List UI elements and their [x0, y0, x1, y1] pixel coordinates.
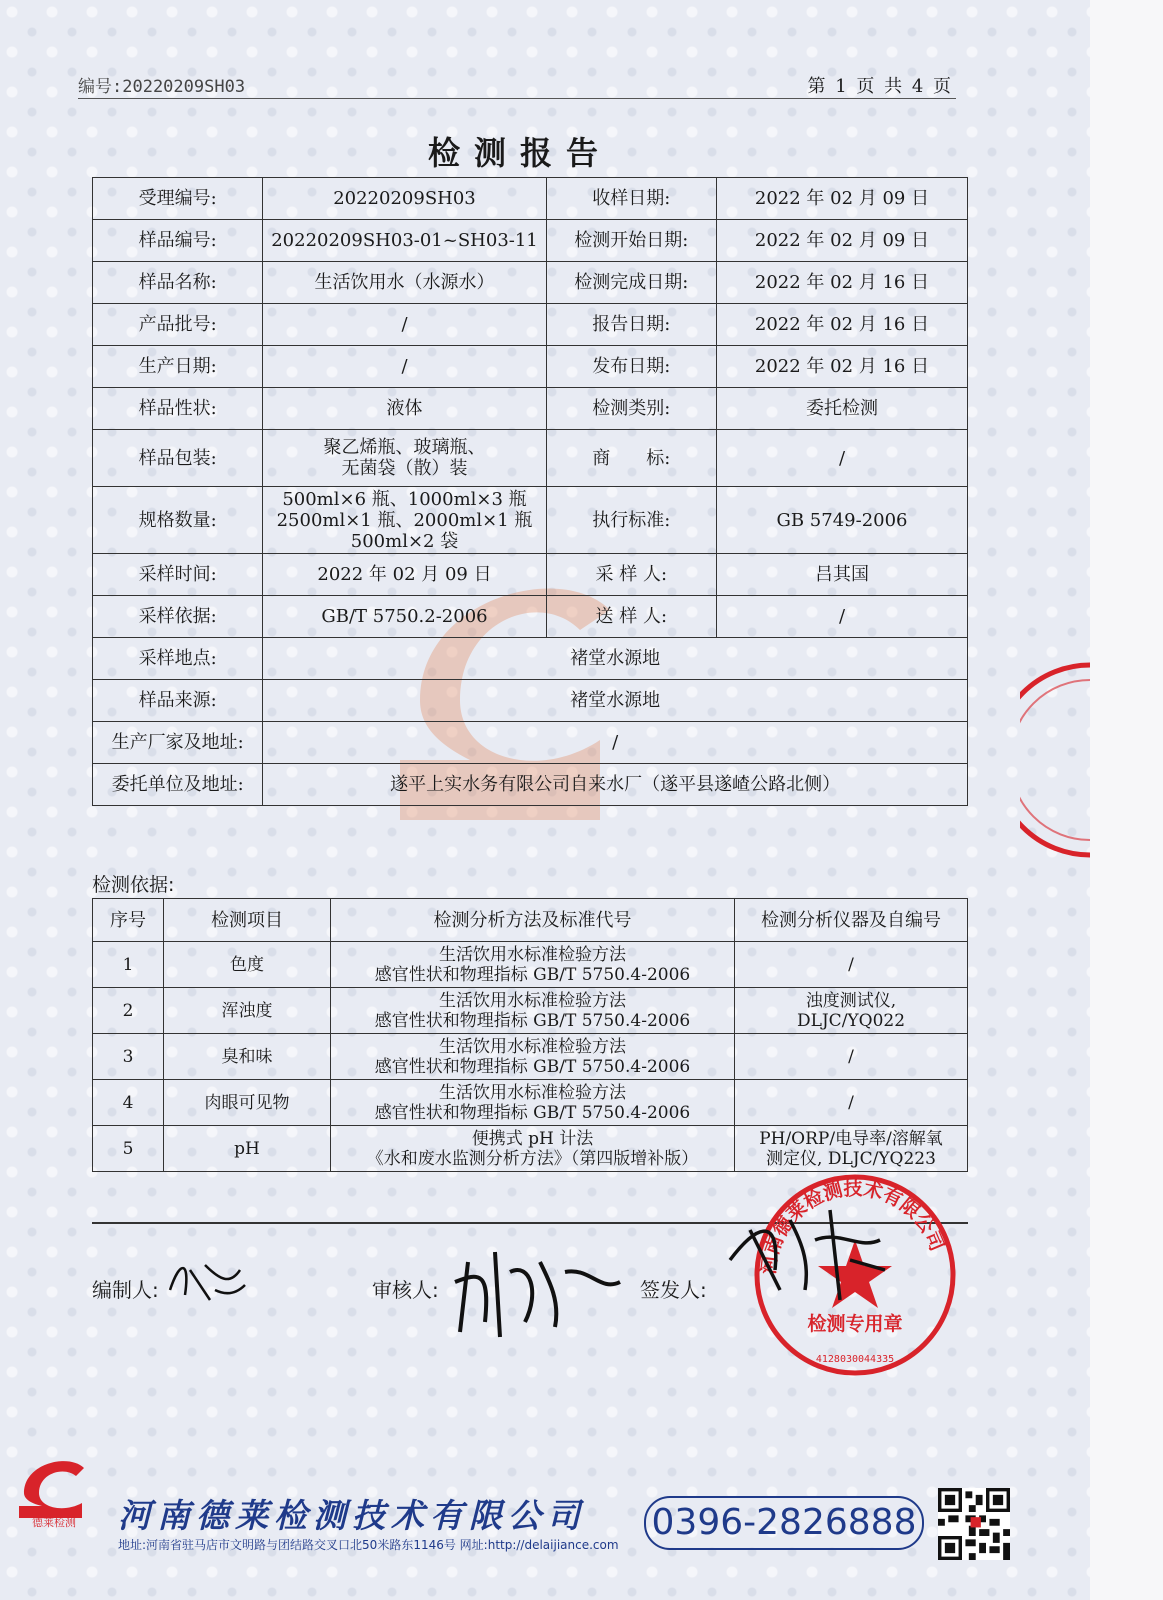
- method-line: 生活饮用水标准检验方法: [439, 1082, 626, 1103]
- report-number: 编号:20220209SH03: [78, 77, 246, 97]
- table-row: [93, 764, 968, 806]
- table-row: [93, 262, 968, 304]
- cell-label: 检测开始日期:: [546, 220, 716, 262]
- page-info: 第 1 页 共 4 页: [807, 76, 953, 97]
- cell-label: 送 样 人:: [546, 596, 716, 638]
- column-header: 序号: [93, 899, 164, 942]
- logo-text: 德莱检测: [32, 1516, 76, 1528]
- cell-value: /: [716, 430, 967, 487]
- cell-line: 500ml×6 瓶、1000ml×3 瓶: [282, 488, 527, 510]
- cell-item: 浑浊度: [164, 988, 331, 1034]
- cell-method: [331, 988, 735, 1034]
- cell-value: 20220209SH03-01~SH03-11: [263, 220, 546, 262]
- table-row: [93, 988, 968, 1034]
- compiler-label: 编制人:: [92, 1278, 159, 1302]
- cell-label: 报告日期:: [546, 304, 716, 346]
- method-line: 感官性状和物理指标 GB/T 5750.4-2006: [374, 1010, 691, 1031]
- cell-label: 采样地点:: [93, 638, 263, 680]
- cell-value: GB/T 5750.2-2006: [263, 596, 546, 638]
- cell-method: [331, 942, 735, 988]
- column-header: 检测分析方法及标准代号: [331, 899, 735, 942]
- table-row: [93, 178, 968, 220]
- cell-label: 生产厂家及地址:: [93, 722, 263, 764]
- cell-value: /: [263, 346, 546, 388]
- page-edge: [1090, 0, 1163, 1600]
- cell-label: 样品编号:: [93, 220, 263, 262]
- method-line: 便携式 pH 计法: [471, 1128, 594, 1149]
- cell-no: 2: [93, 988, 164, 1034]
- table-header-row: [93, 899, 968, 942]
- table-row: [93, 346, 968, 388]
- cell-label: 检测类别:: [546, 388, 716, 430]
- method-line: 感官性状和物理指标 GB/T 5750.4-2006: [374, 964, 691, 985]
- table-row: [93, 487, 968, 554]
- cell-label: 生产日期:: [93, 346, 263, 388]
- issuer-label: 签发人:: [640, 1278, 707, 1302]
- company-address: 地址:河南省驻马店市文明路与团结路交叉口北50米路东1146号 网址:http://delaijiance.com: [118, 1538, 619, 1552]
- instrument-line: /: [848, 954, 854, 975]
- instrument-line: 浊度测试仪,: [805, 990, 897, 1011]
- table-row: [93, 1034, 968, 1080]
- cell-value: GB 5749-2006: [716, 487, 967, 554]
- table-row: [93, 304, 968, 346]
- cell-label: 规格数量:: [93, 487, 263, 554]
- cell-line: 2500ml×1 瓶、2000ml×1 瓶: [276, 509, 533, 531]
- instrument-line: /: [848, 1092, 854, 1113]
- cell-value: 2022 年 02 月 16 日: [716, 346, 967, 388]
- table-row: [93, 430, 968, 487]
- cell-label: 采样依据:: [93, 596, 263, 638]
- cell-label: 产品批号:: [93, 304, 263, 346]
- issuer-signature: [720, 1200, 890, 1310]
- cell-label: 采样时间:: [93, 554, 263, 596]
- cell-label: 样品包装:: [93, 430, 263, 487]
- header-divider: [78, 98, 956, 99]
- table-row: [93, 942, 968, 988]
- cell-label: 样品名称:: [93, 262, 263, 304]
- cell-value: [263, 487, 546, 554]
- cell-method: [331, 1080, 735, 1126]
- method-line: 生活饮用水标准检验方法: [439, 990, 626, 1011]
- document-title: 检测报告: [427, 134, 612, 172]
- cell-instrument: [735, 1034, 968, 1080]
- cell-method: [331, 1034, 735, 1080]
- cell-instrument: [735, 1080, 968, 1126]
- cell-label: 执行标准:: [546, 487, 716, 554]
- cell-value: 2022 年 02 月 09 日: [716, 178, 967, 220]
- method-line: 生活饮用水标准检验方法: [439, 944, 626, 965]
- company-phone: 0396-2826888: [644, 1496, 924, 1550]
- cell-value: [263, 430, 546, 487]
- cell-instrument: [735, 988, 968, 1034]
- method-line: 生活饮用水标准检验方法: [439, 1036, 626, 1057]
- column-header: 检测项目: [164, 899, 331, 942]
- instrument-line: PH/ORP/电导率/溶解氧: [759, 1128, 943, 1149]
- table-row: [93, 388, 968, 430]
- reviewer-label: 审核人:: [372, 1278, 439, 1302]
- cell-value: 20220209SH03: [263, 178, 546, 220]
- cell-value: 生活饮用水（水源水）: [263, 262, 546, 304]
- cell-value: 褚堂水源地: [263, 680, 968, 722]
- seal-center-text: 检测专用章: [807, 1313, 903, 1335]
- cell-label: 采 样 人:: [546, 554, 716, 596]
- cell-label: 商 标:: [546, 430, 716, 487]
- company-logo: [14, 1448, 94, 1528]
- cell-value: 委托检测: [716, 388, 967, 430]
- table-row: [93, 596, 968, 638]
- cell-value: /: [716, 596, 967, 638]
- compiler-signature: [160, 1250, 250, 1310]
- cell-label: 发布日期:: [546, 346, 716, 388]
- cell-label: 样品性状:: [93, 388, 263, 430]
- cell-label: 委托单位及地址:: [93, 764, 263, 806]
- cell-label: 检测完成日期:: [546, 262, 716, 304]
- cell-no: 3: [93, 1034, 164, 1080]
- table-row: [93, 220, 968, 262]
- company-name: 河南德莱检测技术有限公司: [118, 1496, 586, 1535]
- cell-no: 4: [93, 1080, 164, 1126]
- reviewer-signature: [440, 1232, 630, 1352]
- cell-line: 聚乙烯瓶、玻璃瓶、: [323, 437, 486, 458]
- cell-value: /: [263, 304, 546, 346]
- cell-value: 液体: [263, 388, 546, 430]
- sample-info-table: [92, 177, 968, 806]
- cell-label: 样品来源:: [93, 680, 263, 722]
- instrument-line: 测定仪, DLJC/YQ223: [766, 1148, 936, 1169]
- cell-value: 遂平上实水务有限公司自来水厂（遂平县遂嵖公路北侧）: [263, 764, 968, 806]
- cell-item: 色度: [164, 942, 331, 988]
- table-row: [93, 1126, 968, 1172]
- table-row: [93, 680, 968, 722]
- basis-section-title: 检测依据:: [92, 874, 175, 896]
- qr-code-icon: [938, 1488, 1010, 1560]
- method-line: 感官性状和物理指标 GB/T 5750.4-2006: [374, 1102, 691, 1123]
- cell-item: 肉眼可见物: [164, 1080, 331, 1126]
- cell-value: 2022 年 02 月 16 日: [716, 304, 967, 346]
- instrument-line: DLJC/YQ022: [796, 1010, 906, 1031]
- cell-item: 臭和味: [164, 1034, 331, 1080]
- cell-value: 2022 年 02 月 16 日: [716, 262, 967, 304]
- seal-ring-text: 河南德莱检测技术有限公司: [757, 1177, 948, 1276]
- table-row: [93, 554, 968, 596]
- test-basis-table: [92, 898, 968, 1172]
- cell-value: 吕其国: [716, 554, 967, 596]
- cell-label: 收样日期:: [546, 178, 716, 220]
- cell-line: 500ml×2 袋: [350, 530, 459, 552]
- table-row: [93, 722, 968, 764]
- instrument-line: /: [848, 1046, 854, 1067]
- cell-no: 5: [93, 1126, 164, 1172]
- cell-instrument: [735, 942, 968, 988]
- cell-value: /: [263, 722, 968, 764]
- table-row: [93, 638, 968, 680]
- method-line: 感官性状和物理指标 GB/T 5750.4-2006: [374, 1056, 691, 1077]
- partial-seal: [1020, 660, 1090, 860]
- cell-value: 2022 年 02 月 09 日: [716, 220, 967, 262]
- column-header: 检测分析仪器及自编号: [735, 899, 968, 942]
- cell-label: 受理编号:: [93, 178, 263, 220]
- cell-value: 褚堂水源地: [263, 638, 968, 680]
- cell-item: pH: [164, 1126, 331, 1172]
- seal-code: 4128030044335: [815, 1354, 895, 1365]
- cell-instrument: [735, 1126, 968, 1172]
- table-row: [93, 1080, 968, 1126]
- cell-line: 无菌袋（散）装: [341, 458, 468, 479]
- cell-no: 1: [93, 942, 164, 988]
- cell-value: 2022 年 02 月 09 日: [263, 554, 546, 596]
- cell-method: [331, 1126, 735, 1172]
- method-line: 《水和废水监测分析方法》（第四版增补版）: [366, 1148, 699, 1169]
